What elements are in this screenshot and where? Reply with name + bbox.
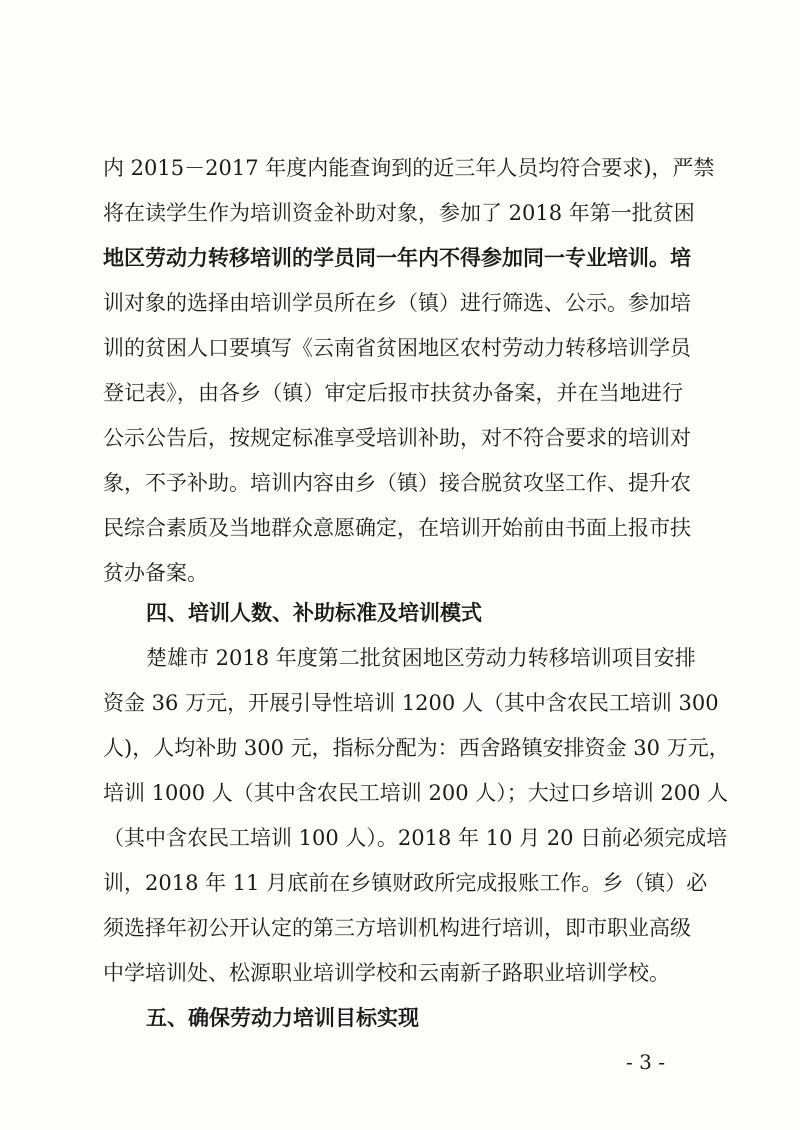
- paragraph-line: 训，2018 年 11 月底前在乡镇财政所完成报账工作。乡（镇）必: [103, 871, 708, 895]
- page-number: - 3 -: [626, 1050, 665, 1074]
- paragraph-line: 资金 36 万元，开展引导性培训 1200 人（其中含农民工培训 300: [103, 691, 719, 715]
- paragraph-line-bold: 地区劳动力转移培训的学员同一年内不得参加同一专业培训。培: [103, 246, 691, 270]
- paragraph-line: 楚雄市 2018 年度第二批贫困地区劳动力转移培训项目安排: [146, 646, 696, 670]
- paragraph-line: 登记表》，由各乡（镇）审定后报市扶贫办备案，并在当地进行: [103, 381, 683, 405]
- section-heading-5: 五、确保劳动力培训目标实现: [146, 1006, 419, 1030]
- paragraph-line: 须选择年初公开认定的第三方培训机构进行培训，即市职业高级: [103, 916, 691, 940]
- paragraph-line: 将在读学生作为培训资金补助对象，参加了 2018 年第一批贫困: [103, 201, 695, 225]
- paragraph-line: 公示公告后，按规定标准享受培训补助，对不符合要求的培训对: [103, 426, 691, 450]
- paragraph-line: 人)，人均补助 300 元，指标分配为：西舍路镇安排资金 30 万元，: [103, 736, 730, 760]
- paragraph-line: 象，不予补助。培训内容由乡（镇）接合脱贫攻坚工作、提升农: [103, 471, 691, 495]
- paragraph-line: 训对象的选择由培训学员所在乡（镇）进行筛选、公示。参加培: [103, 291, 691, 315]
- paragraph-line: 训的贫困人口要填写《云南省贫困地区农村劳动力转移培训学员: [103, 336, 691, 360]
- paragraph-line: 贫办备案。: [103, 561, 208, 585]
- paragraph-line: （其中含农民工培训 100 人）。2018 年 10 月 20 日前必须完成培: [103, 826, 728, 850]
- paragraph-line: 内 2015－2017 年度内能查询到的近三年人员均符合要求)，严禁: [103, 156, 715, 180]
- paragraph-line: 中学培训处、松源职业培训学校和云南新子路职业培训学校。: [103, 961, 670, 985]
- paragraph-line: 民综合素质及当地群众意愿确定，在培训开始前由书面上报市扶: [103, 516, 691, 540]
- paragraph-line: 培训 1000 人（其中含农民工培训 200 人）；大过口乡培训 200 人: [103, 781, 729, 805]
- section-heading-4: 四、培训人数、补助标准及培训模式: [146, 601, 482, 625]
